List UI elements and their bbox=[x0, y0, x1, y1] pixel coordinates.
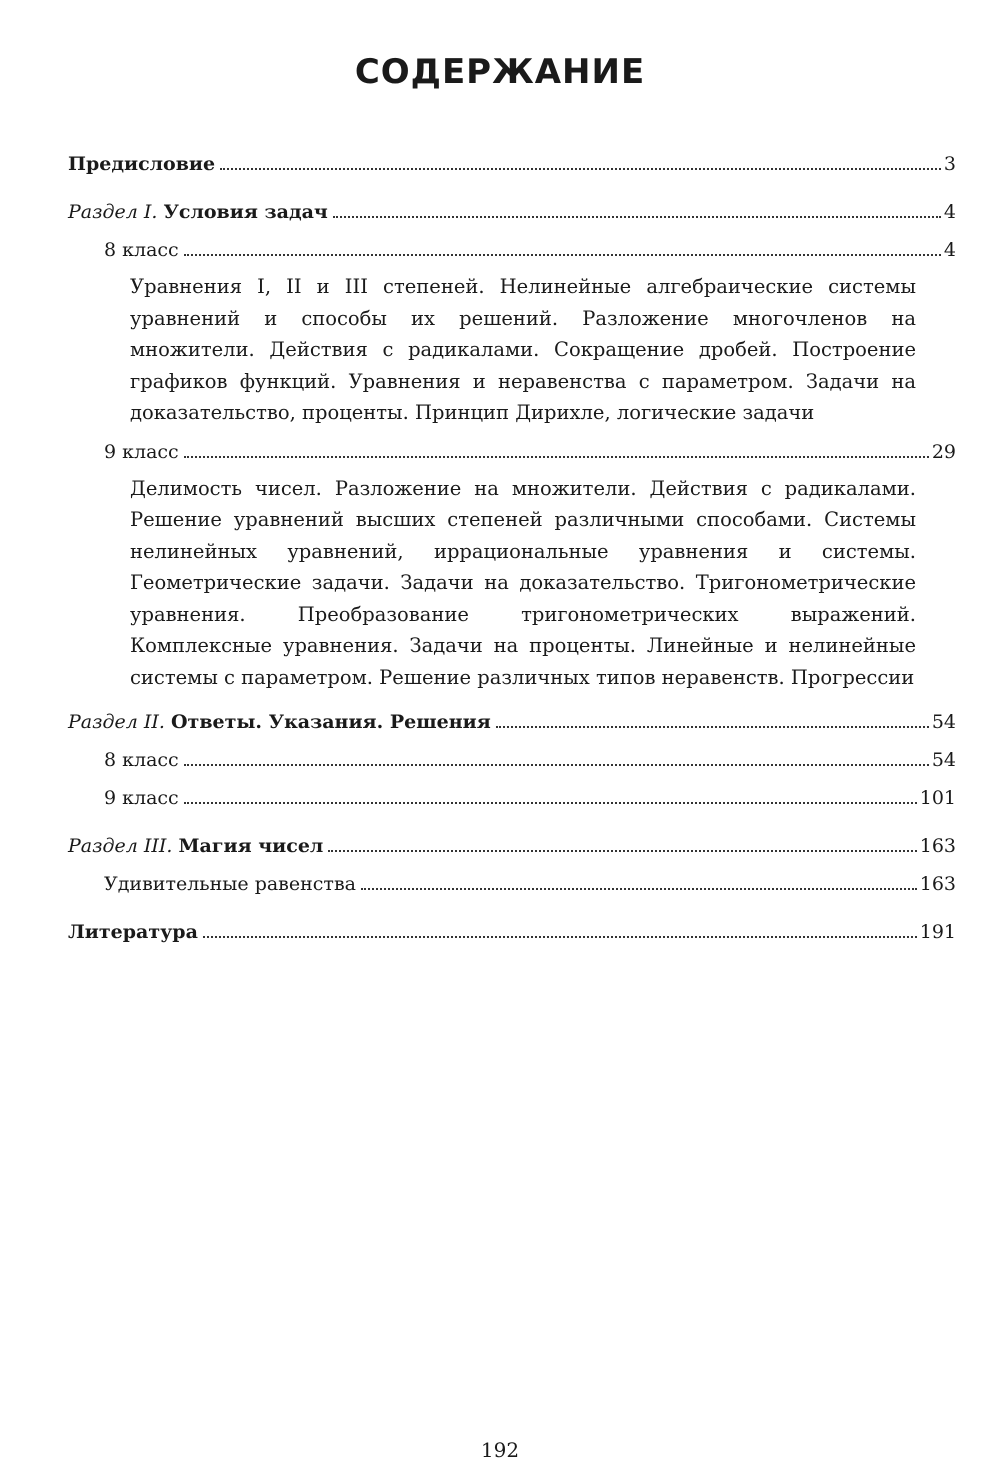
toc-entry-section-1-grade-8[interactable] bbox=[68, 231, 956, 269]
toc-entry-section-1-grade-9[interactable] bbox=[68, 433, 956, 471]
toc-section-2-grade-9-page: 101 bbox=[919, 787, 956, 809]
toc-section-2-prefix: Раздел II. bbox=[68, 711, 165, 733]
dot-leader bbox=[496, 726, 929, 728]
toc-section-1-grade-8-page: 4 bbox=[943, 239, 956, 261]
toc-entry-section-1[interactable] bbox=[68, 193, 956, 231]
toc-section-3-sub-label: Удивительные равенства bbox=[104, 873, 356, 895]
toc-entry-section-3-sub[interactable] bbox=[68, 865, 956, 903]
toc-section-3-prefix: Раздел III. bbox=[68, 835, 173, 857]
toc-entry-section-3[interactable] bbox=[68, 827, 956, 865]
toc-section-3-page: 163 bbox=[919, 835, 956, 857]
toc-preface-label: Предисловие bbox=[68, 153, 216, 175]
toc-preface-page: 3 bbox=[943, 153, 956, 175]
dot-leader bbox=[220, 168, 941, 170]
toc-section-1-grade-8-description: Уравнения I, II и III степеней. Нелинейные алгебраические системы уравнений и способы их решений. Разложение многочленов на множители. Действия с радикалами. Сокращение дробей. Построение графиков функций. Уравнения и неравенства с параметром. Задачи на доказательство, проценты. Принцип Дирихле, логические задачи bbox=[130, 275, 916, 424]
dot-leader bbox=[361, 888, 917, 890]
dot-leader bbox=[184, 456, 929, 458]
toc-section-3-sub-page: 163 bbox=[919, 873, 956, 895]
dot-leader bbox=[184, 802, 917, 804]
toc-section-1-grade-8-label: 8 класс bbox=[104, 239, 179, 261]
toc-section-2-grade-8-label: 8 класс bbox=[104, 749, 179, 771]
dot-leader bbox=[184, 254, 941, 256]
toc-section-1-grade-9-page: 29 bbox=[931, 440, 956, 463]
table-of-contents bbox=[68, 145, 956, 951]
page-title: СОДЕРЖАНИЕ bbox=[354, 52, 646, 92]
toc-section-2-grade-9-label: 9 класс bbox=[104, 787, 179, 809]
toc-section-1-grade-9-label: 9 класс bbox=[104, 440, 179, 463]
dot-leader bbox=[333, 216, 941, 218]
toc-section-3-title: Магия чисел bbox=[178, 835, 324, 857]
toc-entry-section-2[interactable] bbox=[68, 703, 956, 741]
dot-leader bbox=[328, 850, 916, 852]
toc-section-2-title: Ответы. Указания. Решения bbox=[171, 711, 491, 733]
toc-literature-page: 191 bbox=[919, 921, 956, 943]
toc-entry-section-2-grade-9[interactable] bbox=[68, 779, 956, 817]
dot-leader bbox=[184, 764, 929, 766]
toc-section-1-page: 4 bbox=[943, 201, 956, 223]
toc-section-1-prefix: Раздел I. bbox=[68, 201, 158, 223]
toc-section-2-grade-8-page: 54 bbox=[931, 749, 956, 771]
toc-section-1-grade-9-description: Делимость чисел. Разложение на множители. Действия с радикалами. Решение уравнений высших степеней различными способами. Системы нелинейных уравнений, иррациональные уравнения и системы. Геометрические задачи. Задачи на доказательство. Тригонометрические уравнения. Преобразование тригонометрических выражений. Комплексные уравнения. Задачи на проценты. Линейные и нелинейные системы с параметром. Решение различных типов неравенств. Прогрессии bbox=[130, 476, 916, 689]
toc-entry-literature[interactable] bbox=[68, 913, 956, 951]
toc-section-1-title: Условия задач bbox=[163, 201, 328, 223]
toc-entry-section-2-grade-8[interactable] bbox=[68, 741, 956, 779]
toc-literature-label: Литература bbox=[68, 921, 198, 943]
dot-leader bbox=[203, 936, 917, 938]
toc-entry-preface[interactable] bbox=[68, 145, 956, 183]
page-number: 192 bbox=[480, 1438, 520, 1462]
toc-section-2-page: 54 bbox=[931, 711, 956, 733]
